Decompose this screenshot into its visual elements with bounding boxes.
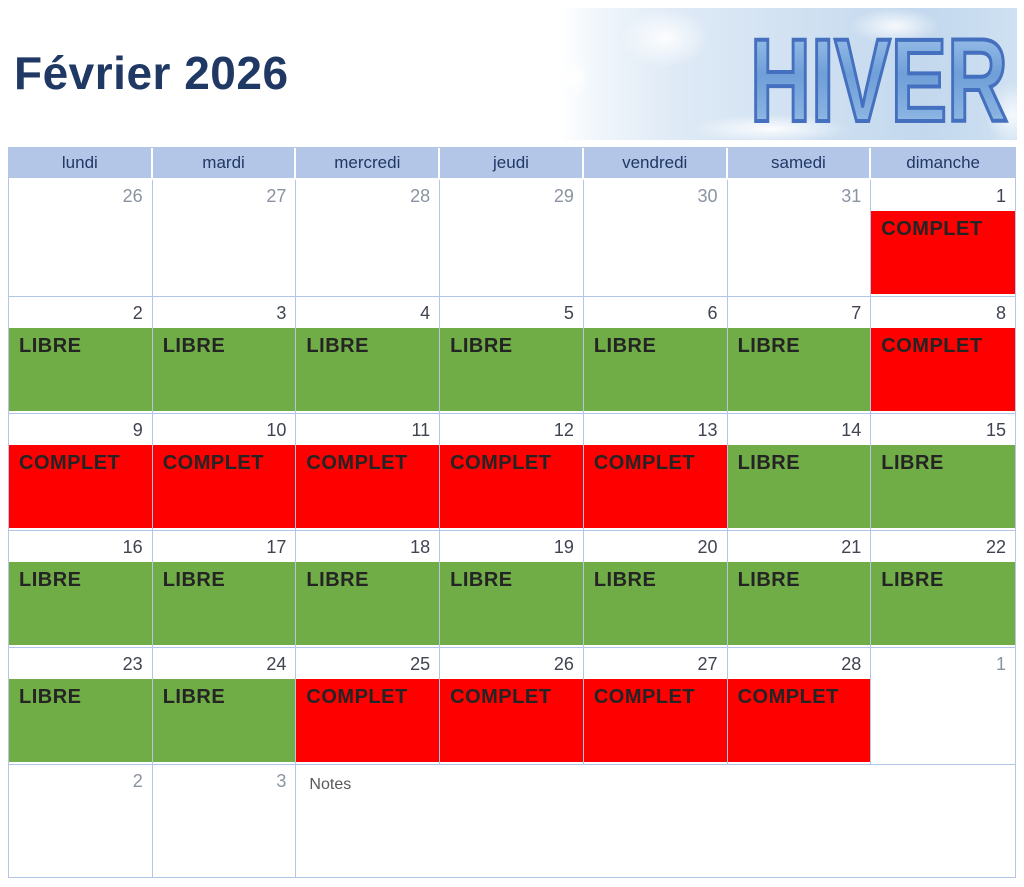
- availability-libre-badge: LIBRE: [296, 562, 439, 645]
- day-header-samedi: samedi: [728, 148, 872, 180]
- availability-libre-badge: LIBRE: [440, 562, 583, 645]
- day-cell[interactable]: [9, 765, 153, 877]
- hiver-wordmark: [560, 8, 1013, 140]
- day-cell[interactable]: [584, 648, 728, 765]
- availability-libre-badge: LIBRE: [153, 679, 296, 762]
- day-number: 28: [841, 654, 862, 674]
- day-number: 16: [122, 537, 143, 557]
- day-cell[interactable]: [728, 648, 872, 765]
- day-cell[interactable]: [153, 414, 297, 531]
- day-cell[interactable]: [296, 180, 440, 297]
- availability-libre-badge: LIBRE: [871, 445, 1015, 528]
- availability-complet-badge: COMPLET: [9, 445, 152, 528]
- day-cell[interactable]: [153, 180, 297, 297]
- availability-libre-badge: LIBRE: [728, 445, 871, 528]
- day-number: 3: [276, 303, 287, 323]
- day-cell[interactable]: [584, 414, 728, 531]
- notes-label: Notes: [309, 776, 352, 793]
- availability-libre-badge: LIBRE: [9, 328, 152, 411]
- day-cell[interactable]: [296, 648, 440, 765]
- day-number: 8: [995, 303, 1006, 323]
- calendar-grid: [8, 147, 1016, 878]
- day-cell[interactable]: [871, 414, 1015, 531]
- day-number: 3: [276, 771, 287, 791]
- day-number: 30: [697, 186, 718, 206]
- day-cell[interactable]: [296, 297, 440, 414]
- day-header-lundi: lundi: [9, 148, 153, 180]
- day-cell[interactable]: [440, 648, 584, 765]
- day-cell[interactable]: [728, 180, 872, 297]
- day-number: 2: [132, 771, 143, 791]
- availability-libre-badge: LIBRE: [871, 562, 1015, 645]
- day-cell[interactable]: [871, 297, 1015, 414]
- availability-libre-badge: LIBRE: [728, 328, 871, 411]
- availability-libre-badge: LIBRE: [440, 328, 583, 411]
- availability-complet-badge: COMPLET: [584, 679, 727, 762]
- hiver-text: HIVER: [750, 15, 1008, 140]
- day-cell[interactable]: [871, 531, 1015, 648]
- day-number: 28: [410, 186, 431, 206]
- winter-banner-image: [560, 8, 1017, 140]
- availability-complet-badge: COMPLET: [440, 679, 583, 762]
- day-cell[interactable]: [871, 648, 1015, 765]
- day-number: 22: [985, 537, 1006, 557]
- day-cell[interactable]: [9, 297, 153, 414]
- day-number: 21: [841, 537, 862, 557]
- availability-libre-badge: LIBRE: [728, 562, 871, 645]
- day-header-mardi: mardi: [153, 148, 297, 180]
- day-number: 4: [420, 303, 431, 323]
- day-number: 10: [266, 420, 287, 440]
- notes-cell[interactable]: [296, 765, 1015, 877]
- day-number: 31: [841, 186, 862, 206]
- day-cell[interactable]: [728, 531, 872, 648]
- day-number: 19: [553, 537, 574, 557]
- day-cell[interactable]: [440, 531, 584, 648]
- day-cell[interactable]: [153, 297, 297, 414]
- availability-libre-badge: LIBRE: [584, 328, 727, 411]
- availability-complet-badge: COMPLET: [871, 211, 1015, 294]
- day-cell[interactable]: [440, 414, 584, 531]
- day-number: 9: [132, 420, 143, 440]
- day-cell[interactable]: [584, 297, 728, 414]
- day-cell[interactable]: [153, 648, 297, 765]
- day-number: 2: [132, 303, 143, 323]
- day-cell[interactable]: [728, 297, 872, 414]
- day-number: 27: [697, 654, 718, 674]
- day-number: 26: [553, 654, 574, 674]
- day-number: 29: [553, 186, 574, 206]
- day-cell[interactable]: [296, 531, 440, 648]
- day-cell[interactable]: [9, 531, 153, 648]
- availability-libre-badge: LIBRE: [584, 562, 727, 645]
- availability-complet-badge: COMPLET: [296, 679, 439, 762]
- day-cell[interactable]: [584, 531, 728, 648]
- day-cell[interactable]: [440, 297, 584, 414]
- availability-complet-badge: COMPLET: [440, 445, 583, 528]
- day-cell[interactable]: [871, 180, 1015, 297]
- availability-complet-badge: COMPLET: [584, 445, 727, 528]
- day-number: 15: [985, 420, 1006, 440]
- day-number: 11: [411, 420, 431, 440]
- day-number: 6: [707, 303, 718, 323]
- day-cell[interactable]: [440, 180, 584, 297]
- day-number: 1: [995, 186, 1006, 206]
- availability-complet-badge: COMPLET: [728, 679, 871, 762]
- page-title: Février 2026: [14, 47, 289, 99]
- day-header-jeudi: jeudi: [440, 148, 584, 180]
- day-cell[interactable]: [9, 180, 153, 297]
- availability-libre-badge: LIBRE: [9, 562, 152, 645]
- day-number: 12: [553, 420, 574, 440]
- availability-complet-badge: COMPLET: [871, 328, 1015, 411]
- day-cell[interactable]: [153, 765, 297, 877]
- availability-complet-badge: COMPLET: [153, 445, 296, 528]
- day-number: 25: [410, 654, 431, 674]
- day-number: 5: [563, 303, 574, 323]
- availability-complet-badge: COMPLET: [296, 445, 439, 528]
- availability-libre-badge: LIBRE: [296, 328, 439, 411]
- day-number: 23: [122, 654, 143, 674]
- day-cell[interactable]: [9, 414, 153, 531]
- day-number: 27: [266, 186, 287, 206]
- day-number: 20: [697, 537, 718, 557]
- availability-libre-badge: LIBRE: [9, 679, 152, 762]
- day-number: 1: [995, 654, 1006, 674]
- day-number: 24: [266, 654, 287, 674]
- day-number: 14: [841, 420, 862, 440]
- availability-libre-badge: LIBRE: [153, 562, 296, 645]
- day-cell[interactable]: [584, 180, 728, 297]
- day-cell[interactable]: [9, 648, 153, 765]
- day-cell[interactable]: [728, 414, 872, 531]
- day-cell[interactable]: [153, 531, 297, 648]
- day-cell[interactable]: [296, 414, 440, 531]
- day-number: 17: [266, 537, 287, 557]
- day-number: 7: [851, 303, 862, 323]
- day-header-dimanche: dimanche: [871, 148, 1015, 180]
- day-number: 18: [410, 537, 431, 557]
- day-header-vendredi: vendredi: [584, 148, 728, 180]
- day-number: 26: [122, 186, 143, 206]
- availability-libre-badge: LIBRE: [153, 328, 296, 411]
- day-number: 13: [697, 420, 718, 440]
- day-header-mercredi: mercredi: [296, 148, 440, 180]
